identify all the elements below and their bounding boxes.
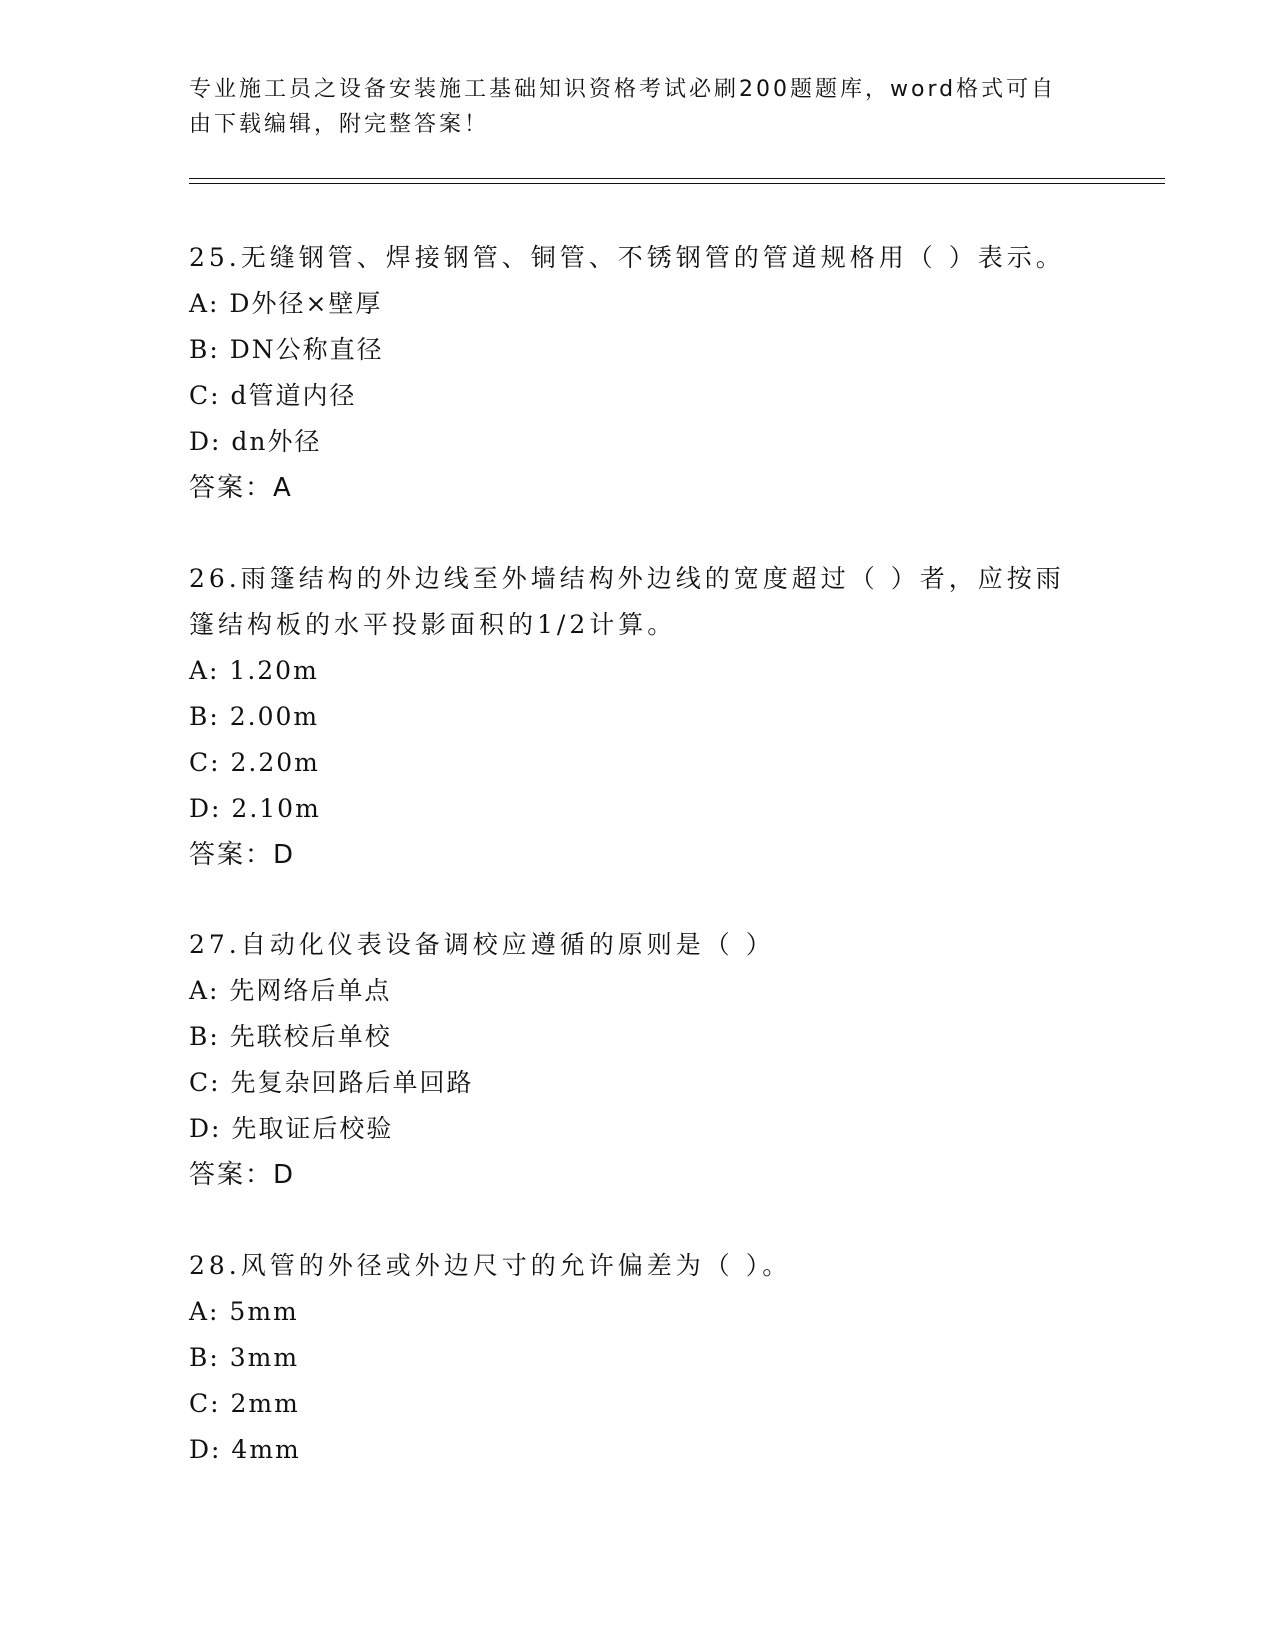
option-d: D: 4mm bbox=[189, 1435, 301, 1464]
option-c: C: 2mm bbox=[189, 1389, 300, 1418]
option-d: D: 先取证后校验 bbox=[189, 1114, 394, 1143]
option-a: A: 1.20m bbox=[189, 656, 319, 685]
option-b: B: 先联校后单校 bbox=[189, 1022, 392, 1051]
question-26 bbox=[189, 556, 1089, 878]
answer: 答案：A bbox=[189, 473, 293, 503]
answer: 答案：D bbox=[189, 840, 296, 870]
option-b: B: 3mm bbox=[189, 1343, 300, 1372]
question-stem: 25.无缝钢管、焊接钢管、铜管、不锈钢管的管道规格用（ ）表示。 bbox=[189, 243, 1065, 272]
option-d: D: 2.10m bbox=[189, 794, 321, 823]
option-d: D: dn外径 bbox=[189, 427, 322, 456]
option-a: A: 先网络后单点 bbox=[189, 976, 392, 1005]
option-a: A: D外径×壁厚 bbox=[189, 289, 383, 318]
header-rule-bottom bbox=[189, 183, 1165, 184]
question-25 bbox=[189, 235, 1089, 511]
document-header: 专业施工员之设备安装施工基础知识资格考试必刷200题题库，word格式可自由下载编辑，附完整答案！ bbox=[189, 77, 1057, 137]
question-stem: 28.风管的外径或外边尺寸的允许偏差为（ ）。 bbox=[189, 1251, 792, 1280]
question-stem: 27.自动化仪表设备调校应遵循的原则是（ ） bbox=[189, 930, 775, 959]
option-c: C: d管道内径 bbox=[189, 381, 357, 410]
option-b: B: DN公称直径 bbox=[189, 335, 384, 364]
option-c: C: 2.20m bbox=[189, 748, 320, 777]
option-c: C: 先复杂回路后单回路 bbox=[189, 1068, 474, 1097]
question-stem: 26.雨篷结构的外边线至外墙结构外边线的宽度超过（ ）者，应按雨篷结构板的水平投影面积的1/2计算。 bbox=[189, 564, 1065, 639]
answer: 答案：D bbox=[189, 1160, 296, 1190]
option-a: A: 5mm bbox=[189, 1297, 299, 1326]
header-rule-top bbox=[189, 178, 1165, 179]
option-b: B: 2.00m bbox=[189, 702, 320, 731]
question-28 bbox=[189, 1243, 1089, 1473]
question-27 bbox=[189, 922, 1089, 1198]
